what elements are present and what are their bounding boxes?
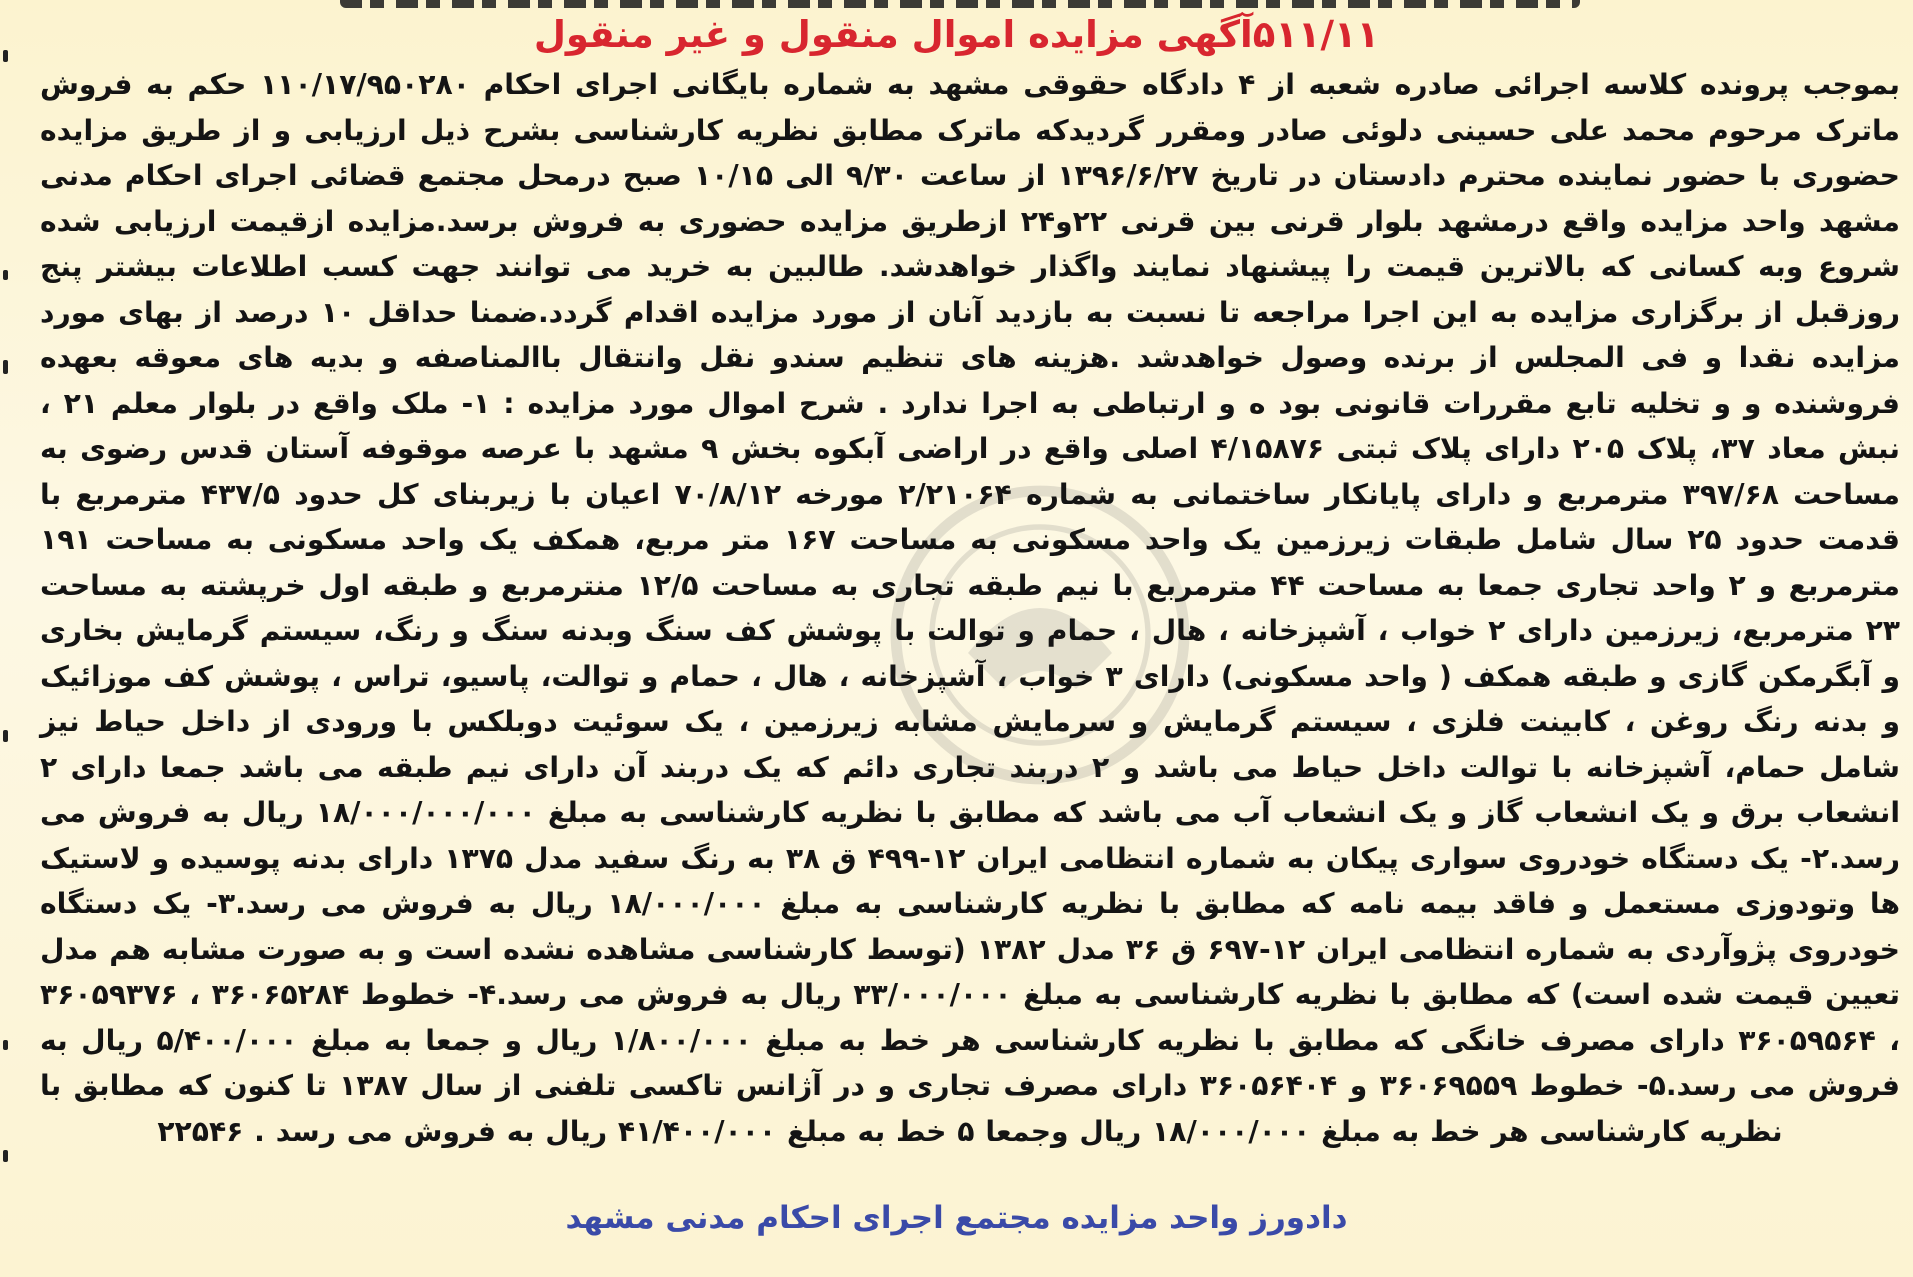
notice-title: ۵۱۱/۱۱آگهی مزایده اموال منقول و غیر منقول (533, 13, 1380, 56)
margin-mark (3, 1150, 8, 1162)
margin-mark (3, 360, 8, 374)
margin-mark (3, 1040, 8, 1050)
margin-mark (3, 730, 8, 742)
notice-signature: دادورز واحد مزایده مجتمع اجرای احکام مدنی مشهد (565, 1200, 1348, 1236)
notice-body: بموجب پرونده کلاسه اجرائی صادره شعبه از ۴ دادگاه حقوقی مشهد به شماره بایگانی اجرای احکام ۱۱۰/۱۷/۹۵۰۲۸۰ حکم به فروش ماترک مرحوم محمد علی حسینی دلوئی صادر ومقرر گردیدکه ماترک مطابق نظریه کارشناسی بشرح ذیل ارزیابی و از طریق مزایده حضوری با حضور نماینده محترم دادستان در تاریخ ۱۳۹۶/۶/۲۷ از ساعت ۹/۳۰ الی ۱۰/۱۵ صبح درمحل مجتمع قضائی اجرای احکام مدنی مشهد واحد مزایده واقع درمشهد بلوار قرنی بین قرنی ۲۲و۲۴ ازطریق مزایده حضوری به فروش برسد.مزایده ازقیمت ارزیابی شده شروع وبه کسانی که بالاترین قیمت را پیشنهاد نمایند واگذار خواهدشد. طالبین به خرید می توانند جهت کسب اطلاعات بیشتر پنج روزقبل از برگزاری مزایده به این اجرا مراجعه تا نسبت به بازدید آنان از مورد مزایده اقدام گردد.ضمنا حداقل ۱۰ درصد از بهای مورد مزایده نقدا و فی المجلس از برنده وصول خواهدشد .هزینه های تنظیم سندو نقل وانتقال باالمناصفه و بدیه های معوقه بعهده فروشنده و و تخلیه تابع مقررات قانونی بود ه و ارتباطی به اجرا ندارد . شرح اموال مورد مزایده : ۱- ملک واقع در بلوار معلم ۲۱ ، نبش معاد ۳۷، پلاک ۲۰۵ دارای پلاک ثبتی ۴/۱۵۸۷۶ اصلی واقع در اراضی آبکوه بخش ۹ مشهد با عرصه موقوفه آستان قدس رضوی به مساحت ۳۹۷/۶۸ مترمربع و دارای پایانکار ساختمانی به شماره ۲/۲۱۰۶۴ مورخه ۷۰/۸/۱۲ اعیان با زیربنای کل حدود ۴۳۷/۵ مترمربع با قدمت حدود ۲۵ سال شامل طبقات زیرزمین یک واحد مسکونی به مساحت ۱۶۷ متر مربع، همکف یک واحد مسکونی به مساحت ۱۹۱ مترمربع و ۲ واحد تجاری جمعا به مساحت ۴۴ مترمربع با نیم طبقه تجاری به مساحت ۱۲/۵ منترمربع و طبقه اول خرپشته به مساحت ۲۳ مترمربع، زیرزمین دارای ۲ خواب ، آشپزخانه ، هال ، حمام و توالت با پوشش کف سنگ وبدنه سنگ و رنگ، سیستم گرمایش بخاری و آبگرمکن گازی و طبقه همکف ( واحد مسکونی) دارای ۳ خواب ، آشپزخانه ، هال ، حمام و توالت، پاسیو، تراس ، پوشش کف موزائیک و بدنه رنگ روغن ، کابینت فلزی ، سیستم گرمایش و سرمایش مشابه زیرزمین ، یک سوئیت دوبلکس با ورودی از داخل حیاط نیز شامل حمام، آشپزخانه با توالت داخل حیاط می باشد و ۲ دربند تجاری دائم که یک دربند آن دارای نیم طبقه می باشد جمعا دارای ۲ انشعاب برق و یک انشعاب گاز و یک انشعاب آب می باشد که مطابق با نظریه کارشناسی به مبلغ ۱۸/۰۰۰/۰۰۰/۰۰۰ ریال به فروش می رسد.۲- یک دستگاه خودروی سواری پیکان به شماره انتظامی ایران ۱۲-۴۹۹ ق ۳۸ به رنگ سفید مدل ۱۳۷۵ دارای بدنه پوسیده و لاستیک ها وتودوزی مستعمل و فاقد بیمه نامه که مطابق با نظریه کارشناسی به مبلغ ۱۸/۰۰۰/۰۰۰ ریال به فروش می رسد.۳- یک دستگاه خودروی پژوآردی به شماره انتظامی ایران ۱۲-۶۹۷ ق ۳۶ مدل ۱۳۸۲ (توسط کارشناسی مشاهده نشده است و به صورت مشابه هم مدل تعیین قیمت شده است) که مطابق با نظریه کارشناسی به مبلغ ۳۳/۰۰۰/۰۰۰ ریال به فروش می رسد.۴- خطوط ۳۶۰۶۵۲۸۴ ، ۳۶۰۵۹۳۷۶ ، ۳۶۰۵۹۵۶۴ دارای مصرف خانگی که مطابق با نظریه کارشناسی هر خط به مبلغ ۱/۸۰۰/۰۰۰ ریال و جمعا به مبلغ ۵/۴۰۰/۰۰۰ ریال به فروش می رسد.۵- خطوط ۳۶۰۶۹۵۵۹ و ۳۶۰۵۶۴۰۴ دارای مصرف تجاری و در آژانس تاکسی تلفنی از سال ۱۳۸۷ تا کنون که مطابق با نظریه کارشناسی هر خط به مبلغ ۱۸/۰۰۰/۰۰۰ ریال وجمعا ۵ خط به مبلغ ۴۱/۴۰۰/۰۰۰ ریال به فروش می رسد . ۲۲۵۴۶ (40, 68, 1901, 1148)
cut-off-previous-line (0, 0, 1913, 10)
left-margin-fragments (0, 30, 14, 1210)
cut-off-text-fragment (340, 0, 1580, 8)
margin-mark (3, 270, 8, 280)
